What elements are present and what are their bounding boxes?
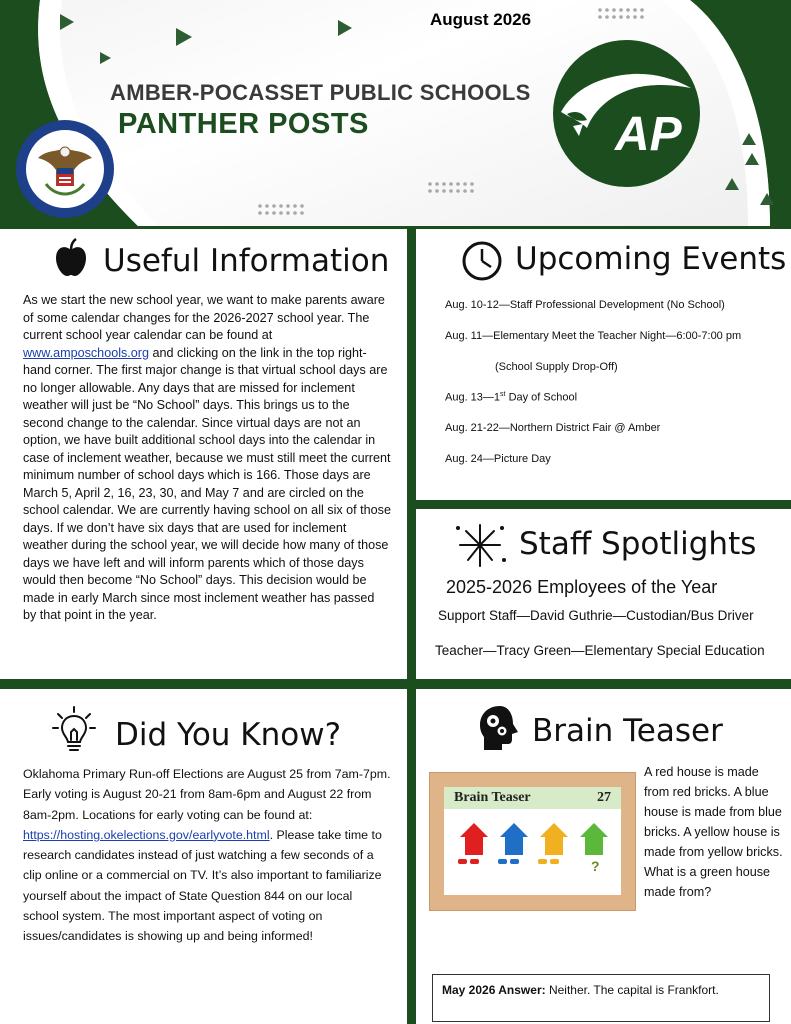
school-website-link[interactable]: www.amposchools.org <box>23 345 149 360</box>
event-date-text: Aug. 13—1 <box>445 391 501 404</box>
issue-date: August 2026 <box>430 10 532 29</box>
spotlight-support-staff: Support Staff—David Guthrie—Custodian/Bus Driver <box>438 608 754 623</box>
panther-icon <box>553 40 700 187</box>
answer-box <box>432 974 770 1022</box>
blue-ribbon-seal <box>16 120 114 218</box>
ordinal-suffix: st <box>500 391 506 398</box>
green-house-icon <box>580 823 608 874</box>
fireworks-icon <box>452 522 508 573</box>
yellow-house-icon <box>538 823 568 864</box>
useful-info-text-1: As we start the new school year, we want to make parents aware of some calendar changes for the 2026-2027 school year. The current school year calendar can be found at <box>23 293 385 342</box>
divider-vertical <box>407 228 416 1024</box>
newsletter-header <box>0 0 791 228</box>
divider-right-1 <box>415 500 791 509</box>
events-title: Upcoming Events <box>515 241 787 277</box>
svg-text:?: ? <box>591 858 600 874</box>
useful-info-text-2: and clicking on the link in the top right-hand corner. The first major change is that virtual school days are no longer allowable. Any days that are missed for inclement weather will just be “No School” days. This brings us to the second change to the calendar. Since virtual days are not an option, we have built additional school days into the calendar in case of inclement weather, because we must still meet the current minimum number of school days which is 166. Those days are March 5, April 2, 16, 23, 30, and May 7 and are circled on the school calendar. We are currently having school on all six of those days. If we don’t have six days that are used for inclement weather during the school year, we will decide how many of those days we have left and will inform parents which of those days would then become “No School” days. This decision would be made in early March since most inclement weather has passed by that point in the year. <box>23 345 391 622</box>
answer-label: May 2026 Answer: <box>442 983 546 997</box>
spotlight-title: Staff Spotlights <box>519 526 757 562</box>
divider-top <box>0 226 791 229</box>
panther-logo <box>553 40 700 187</box>
brain-teaser-question: A red house is made from red bricks. A blue house is made from blue bricks. A yellow house is made from yellow bricks. What is a green house made from? <box>644 765 783 899</box>
teaser-card-label: Brain Teaser <box>454 790 531 805</box>
event-item: Aug. 24—Picture Day <box>445 453 551 465</box>
district-name: AMBER-POCASSET PUBLIC SCHOOLS <box>110 80 531 105</box>
did-you-know-body <box>23 764 391 947</box>
divider-middle <box>0 679 791 689</box>
brain-teaser-title: Brain Teaser <box>532 713 723 749</box>
event-item-note: (School Supply Drop-Off) <box>495 361 618 373</box>
event-item: Aug. 10-12—Staff Professional Development (No School) <box>445 299 725 311</box>
event-item: Aug. 21-22—Northern District Fair @ Amber <box>445 422 661 434</box>
teaser-card-band <box>444 787 621 809</box>
houses-illustration <box>444 811 621 895</box>
eagle-icon <box>26 130 104 208</box>
answer-line <box>442 983 719 997</box>
newsletter-title: PANTHER POSTS <box>118 108 369 140</box>
brain-gears-icon <box>478 704 522 757</box>
early-vote-link[interactable]: https://hosting.okelections.gov/earlyvote.html <box>23 827 270 842</box>
answer-text: Neither. The capital is Frankfort. <box>545 983 719 997</box>
teaser-card <box>444 787 621 895</box>
teaser-card-number: 27 <box>597 790 611 805</box>
blue-house-icon <box>498 823 528 864</box>
brain-teaser-image <box>429 772 636 911</box>
event-rest-text: of School <box>528 391 578 404</box>
clock-icon <box>461 240 503 287</box>
did-you-know-title: Did You Know? <box>115 717 342 753</box>
event-item: Aug. 11—Elementary Meet the Teacher Night—6:00-7:00 pm <box>445 330 742 342</box>
red-house-icon <box>458 823 488 864</box>
spotlight-teacher: Teacher—Tracy Green—Elementary Special Education <box>435 643 765 658</box>
useful-info-title: Useful Information <box>103 243 390 279</box>
event-item <box>445 391 577 404</box>
did-you-know-text-2: . Please take time to research candidates instead of just watching a few seconds of a clip online or a commercial on TV. It’s also important to familiarize yourself about the impact of State Question 844 on our local school system. The most important aspect of voting on issues/candidates is showing up and being informed! <box>23 827 382 944</box>
useful-info-body <box>23 292 391 625</box>
event-day-word: Day <box>508 391 529 404</box>
spotlight-subtitle: 2025-2026 Employees of the Year <box>446 577 718 597</box>
did-you-know-text-1: Oklahoma Primary Run-off Elections are August 25 from 7am-7pm. Early voting is August 20-21 from 8am-6pm and August 22 from 8am-2pm. Locations for early voting can be found at: <box>23 767 391 822</box>
apple-icon <box>54 238 88 283</box>
svg-text:AP: AP <box>615 108 682 161</box>
lightbulb-icon <box>52 706 96 759</box>
